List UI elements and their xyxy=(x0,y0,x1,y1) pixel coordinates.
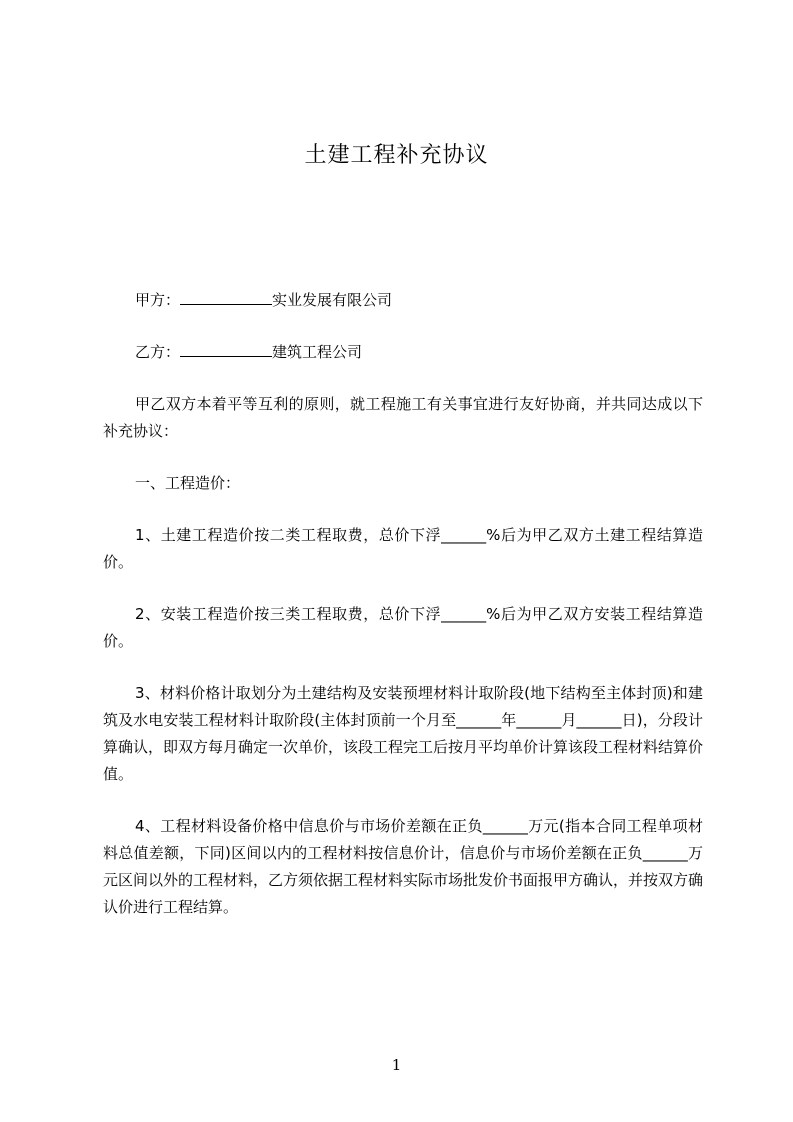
party-b-company: 建筑工程公司 xyxy=(272,343,363,361)
party-a-company: 实业发展有限公司 xyxy=(272,291,393,309)
page-number: 1 xyxy=(391,1056,402,1074)
party-a-blank xyxy=(180,288,272,305)
party-b-label: 乙方： xyxy=(135,343,181,361)
clause-2: 2、安装工程造价按三类工程取费，总价下浮______%后为甲乙双方安装工程结算造价。 xyxy=(103,605,703,650)
clause-4: 4、工程材料设备价格中信息价与市场价差额在正负______万元(指本合同工程单项材料总值差额，下同)区间以内的工程材料按信息价计，信息价与市场价差额在正负______万元区间以外的工程材料，乙方须依据工程材料实际市场批发价书面报甲方确认，并按双方确认价进行工程结算。 xyxy=(103,817,704,916)
clause-1: 1、土建工程造价按二类工程取费，总价下浮______%后为甲乙双方土建工程结算造价。 xyxy=(103,526,703,571)
document-body xyxy=(103,287,703,946)
clause-3: 3、材料价格计取划分为土建结构及安装预埋材料计取阶段(地下结构至主体封顶)和建筑及水电安装工程材料计取阶段(主体封顶前一个月至______年______月______日)，分段计算确认，即双方每月确定一次单价，该段工程完工后按月平均单价计算该段工程材料结算价值。 xyxy=(103,684,704,783)
document-title: 土建工程补充协议 xyxy=(304,143,489,168)
intro-paragraph: 甲乙双方本着平等互利的原则，就工程施工有关事宜进行友好协商，并共同达成以下补充协议： xyxy=(103,395,703,440)
party-a-label: 甲方： xyxy=(135,291,181,309)
party-b-blank xyxy=(180,340,272,357)
party-b-line xyxy=(103,339,703,366)
section-heading: 一、工程造价： xyxy=(135,474,241,492)
party-a-line xyxy=(103,287,703,314)
